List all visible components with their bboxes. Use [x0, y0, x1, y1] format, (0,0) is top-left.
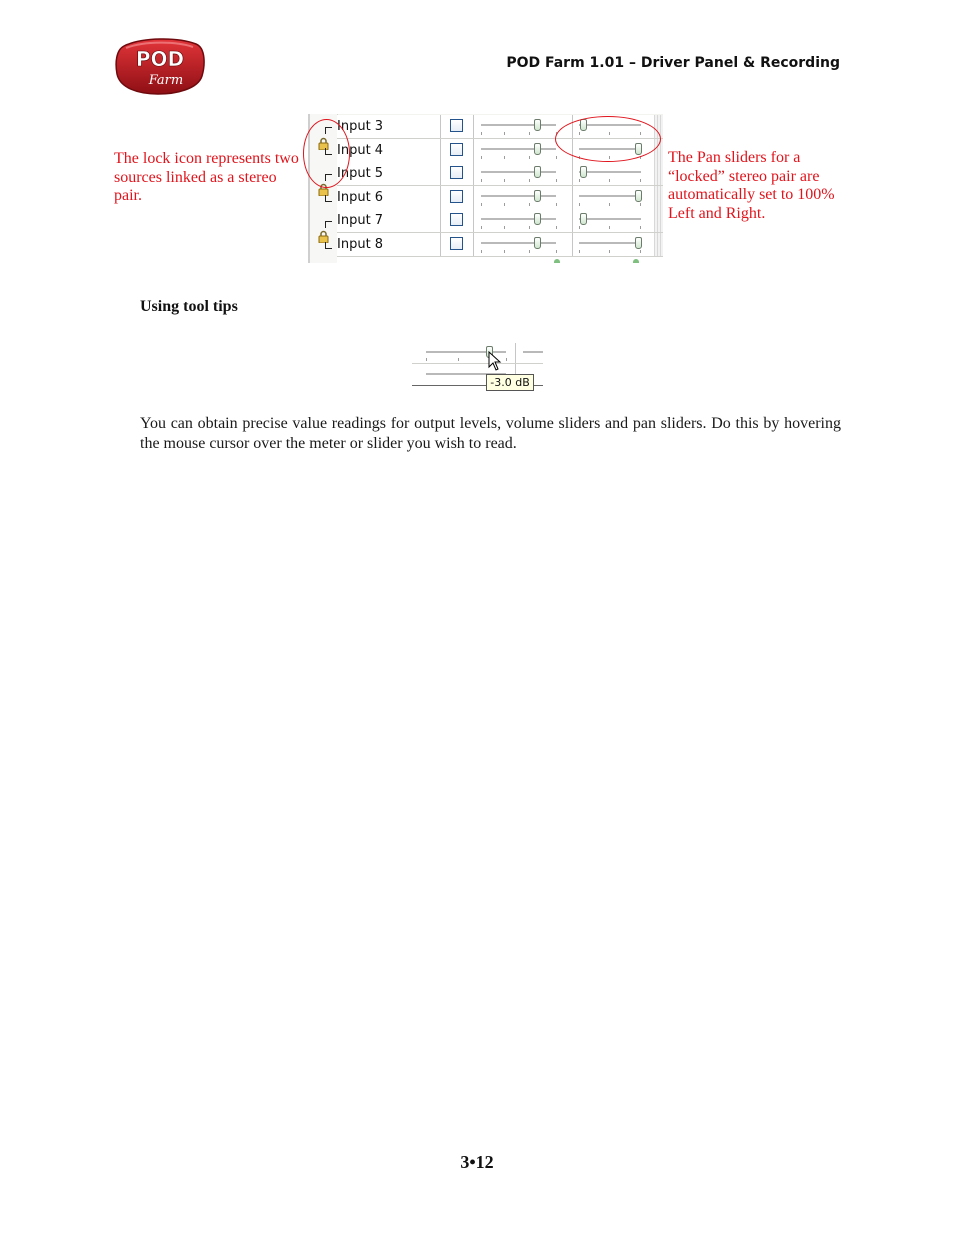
- volume-slider-thumb[interactable]: [534, 190, 541, 202]
- value-tooltip: -3.0 dB: [486, 374, 534, 391]
- stereo-link-bracket-bottom: [325, 195, 332, 202]
- volume-slider-thumb[interactable]: [534, 143, 541, 155]
- input-label: Input 7: [337, 209, 441, 232]
- tooltip-figure: [412, 343, 543, 398]
- volume-slider-thumb[interactable]: [534, 237, 541, 249]
- volume-slider[interactable]: [474, 186, 573, 209]
- volume-slider-thumb[interactable]: [534, 119, 541, 131]
- document-header-title: POD Farm 1.01 – Driver Panel & Recording: [506, 55, 840, 71]
- pan-slider[interactable]: [573, 233, 653, 256]
- stereo-link-bracket-top: [325, 221, 332, 228]
- input-label: Input 5: [337, 162, 441, 185]
- pan-slider-thumb: [633, 259, 639, 263]
- page-number: 3•12: [460, 1152, 494, 1172]
- row-divider: [412, 363, 543, 364]
- pod-farm-logo: [114, 36, 206, 96]
- checkbox-cell: [441, 186, 474, 209]
- pan-slider-annotation: The Pan sliders for a “locked” stereo pair are automatically set to 100% Left and Right.: [668, 149, 835, 222]
- mouse-cursor-icon: [488, 351, 504, 373]
- input-row-6: [337, 186, 663, 210]
- svg-text:Farm: Farm: [148, 73, 184, 88]
- volume-slider-thumb: [554, 259, 560, 263]
- lock-highlight-circle: [303, 119, 350, 188]
- pan-slider[interactable]: [573, 162, 653, 185]
- mute-checkbox[interactable]: [450, 213, 463, 226]
- pan-slider[interactable]: [573, 186, 653, 209]
- mute-checkbox[interactable]: [450, 190, 463, 203]
- stereo-link-bracket-bottom: [325, 242, 332, 249]
- volume-slider-thumb[interactable]: [534, 166, 541, 178]
- volume-slider-thumb[interactable]: [534, 213, 541, 225]
- input-row-8: [337, 233, 663, 257]
- lock-icon-annotation: The lock icon represents two sources linked as a stereo pair.: [114, 150, 299, 204]
- section-heading: Using tool tips: [140, 298, 238, 315]
- lock-icon[interactable]: [318, 228, 329, 241]
- truncated-row: [337, 257, 663, 263]
- mute-checkbox[interactable]: [450, 119, 463, 132]
- input-row-7: [337, 209, 663, 233]
- volume-slider[interactable]: [474, 233, 573, 256]
- input-label: Input 3: [337, 115, 441, 138]
- pan-slider-thumb[interactable]: [635, 190, 642, 202]
- body-paragraph: You can obtain precise value readings for output levels, volume sliders and pan sliders. Do this by hovering the mouse cursor over the meter or slider you wish to read.: [140, 415, 841, 452]
- volume-slider[interactable]: [474, 162, 573, 185]
- volume-slider[interactable]: [474, 209, 573, 232]
- input-label: Input 6: [337, 186, 441, 209]
- pan-slider-thumb[interactable]: [580, 213, 587, 225]
- mute-checkbox[interactable]: [450, 166, 463, 179]
- pan-highlight-circle: [555, 116, 661, 162]
- input-label: Input 8: [337, 233, 441, 256]
- input-row-5: [337, 162, 663, 186]
- pan-slider-thumb[interactable]: [580, 166, 587, 178]
- svg-text:POD: POD: [135, 47, 185, 71]
- pan-slider-thumb[interactable]: [635, 237, 642, 249]
- mute-checkbox[interactable]: [450, 143, 463, 156]
- mute-checkbox[interactable]: [450, 237, 463, 250]
- checkbox-cell: [441, 115, 474, 138]
- checkbox-cell: [441, 209, 474, 232]
- checkbox-cell: [441, 162, 474, 185]
- input-label: Input 4: [337, 139, 441, 162]
- checkbox-cell: [441, 233, 474, 256]
- pan-slider[interactable]: [573, 209, 653, 232]
- checkbox-cell: [441, 139, 474, 162]
